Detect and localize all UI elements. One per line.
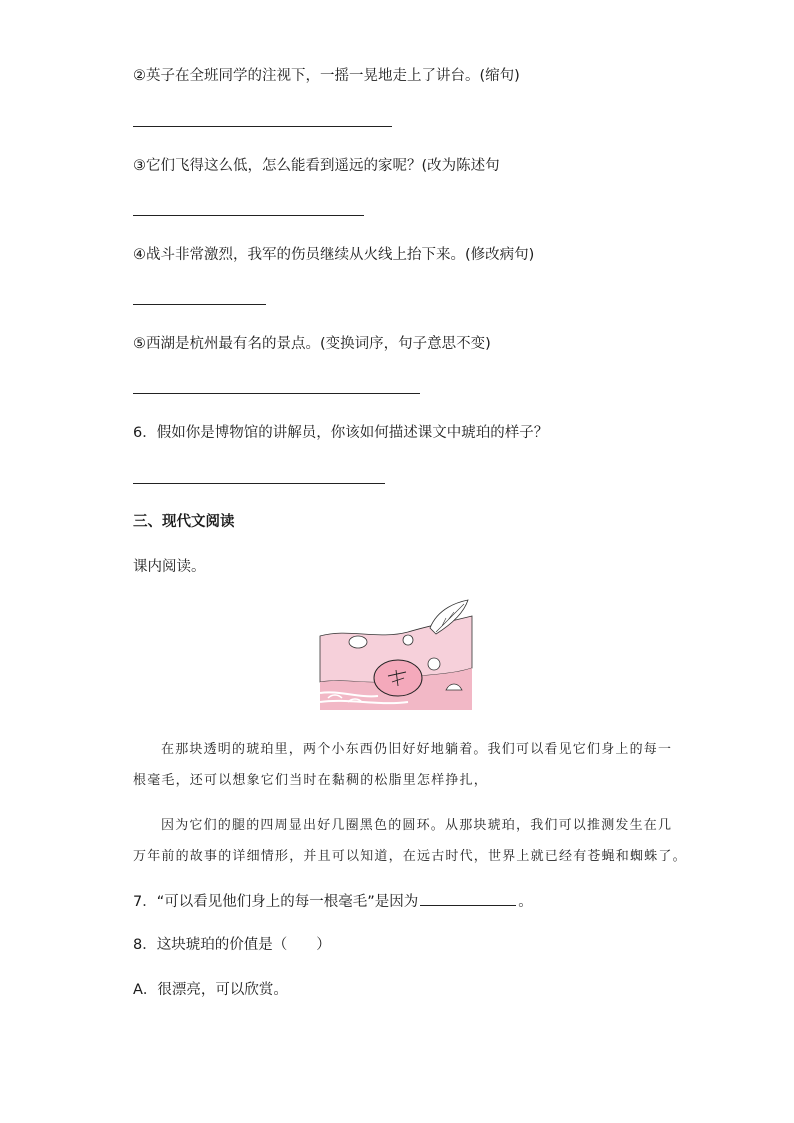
- question-7: [133, 891, 533, 912]
- answer-line-5-3[interactable]: [133, 215, 364, 216]
- passage-p2-line1: 因为它们的腿的四周显出好几圈黑色的圆环。从那块琥珀，我们可以推测发生在几: [161, 818, 673, 833]
- answer-line-5-4[interactable]: [133, 304, 266, 305]
- answer-line-6[interactable]: [133, 483, 385, 484]
- passage-p2-line2: 万年前的故事的详细情形，并且可以知道，在远古时代，世界上就已经有苍蝇和蜘蛛了。: [133, 849, 687, 864]
- answer-line-5-2[interactable]: [133, 126, 392, 127]
- question-7-suffix: 。: [518, 894, 533, 910]
- question-7-blank[interactable]: [420, 891, 516, 906]
- answer-line-5-5[interactable]: [133, 393, 420, 394]
- question-5-5: ⑤西湖是杭州最有名的景点。(变换词序，句子意思不变): [133, 336, 491, 352]
- section-intro: 课内阅读。: [133, 559, 206, 575]
- amber-illustration: [318, 598, 474, 718]
- question-7-prefix: 7．“可以看见他们身上的每一根毫毛”是因为: [133, 894, 419, 910]
- section-heading: 三、现代文阅读: [133, 514, 235, 530]
- passage-p1-line2: 根毫毛，还可以想象它们当时在黏稠的松脂里怎样挣扎，: [133, 773, 489, 788]
- question-5-2: ②英子在全班同学的注视下，一摇一晃地走上了讲台。(缩句): [133, 68, 520, 84]
- passage-p1-line1: 在那块透明的琥珀里，两个小东西仍旧好好地躺着。我们可以看见它们身上的每一: [161, 742, 673, 757]
- question-8-option-a[interactable]: A．很漂亮，可以欣赏。: [133, 982, 288, 998]
- question-5-3: ③它们飞得这么低，怎么能看到遥远的家呢？(改为陈述句: [133, 158, 500, 174]
- question-6: 6．假如你是博物馆的讲解员，你该如何描述课文中琥珀的样子？: [133, 425, 549, 441]
- question-5-4: ④战斗非常激烈，我军的伤员继续从火线上抬下来。(修改病句): [133, 247, 535, 263]
- question-8: 8．这块琥珀的价值是（ ）: [133, 937, 331, 953]
